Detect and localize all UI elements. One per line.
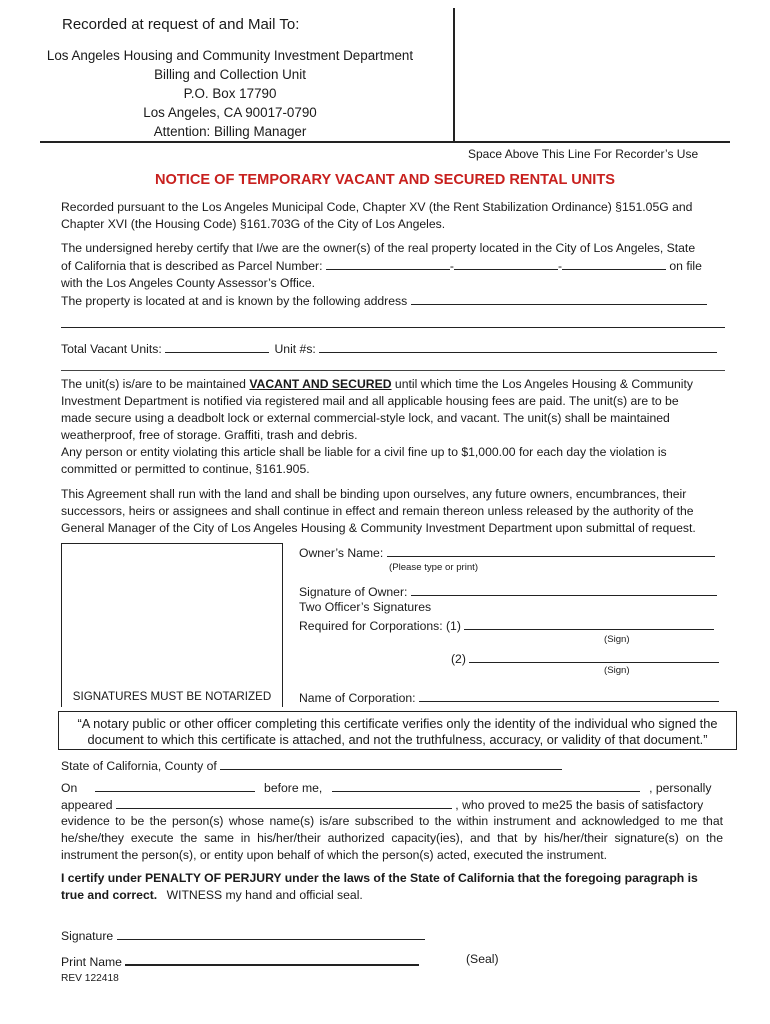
notary-seal-box xyxy=(61,543,283,707)
state-county-row xyxy=(61,757,562,773)
type-or-print-hint: (Please type or print) xyxy=(389,562,479,573)
officer-1-label: Required for Corporations: (1) xyxy=(299,619,461,633)
perjury-statement xyxy=(61,870,723,904)
corporation-label: Name of Corporation: xyxy=(299,691,416,705)
page-title: NOTICE OF TEMPORARY VACANT AND SECURED RENTAL UNITS xyxy=(155,172,615,188)
owner-signature-field[interactable] xyxy=(411,583,717,596)
officer-2-row xyxy=(451,650,719,666)
parcel-number-part-1[interactable] xyxy=(326,257,450,270)
parcel-dash: - xyxy=(449,259,454,273)
appeared-name-field[interactable] xyxy=(116,796,452,809)
officer-2-signature-field[interactable] xyxy=(469,650,719,663)
revision-label: REV 122418 xyxy=(61,973,119,984)
before-me-label: before me, xyxy=(264,781,323,795)
section-divider xyxy=(61,370,725,371)
on-label: On xyxy=(61,781,78,795)
agreement-line: This Agreement shall run with the land and shall be binding upon ourselves, any future owners, encumbrances, their xyxy=(61,487,687,501)
address-line: Billing and Collection Unit xyxy=(154,67,306,82)
on-file-label: on file xyxy=(669,259,702,273)
agreement-line: General Manager of the City of Los Angeles Housing & Community Investment Department upon submittal of request. xyxy=(61,521,696,535)
maintained-line: weatherproof, free of storage. Graffiti, trash and debris. xyxy=(61,428,358,442)
intro-line: Chapter XVI (the Housing Code) §161.703G of the City of Los Angeles. xyxy=(61,217,446,231)
print-name-field[interactable] xyxy=(125,952,419,966)
penalty-paragraph xyxy=(61,444,723,478)
owner-name-label: Owner’s Name: xyxy=(299,546,384,560)
officer-1-signature-field[interactable] xyxy=(464,617,714,630)
seal-label: (Seal) xyxy=(466,952,499,966)
signature-label: Signature xyxy=(61,929,114,943)
total-vacant-units-label: Total Vacant Units: xyxy=(61,342,162,356)
maintained-rest: until which time the Los Angeles Housing & Community xyxy=(394,377,693,391)
certify-paragraph xyxy=(61,240,723,310)
owner-name-row xyxy=(299,544,715,560)
notary-quote-line: document to which this certificate is attached, and not the truthfulness, accuracy, or validity of that document.” xyxy=(87,732,708,747)
sign-hint: (Sign) xyxy=(604,634,630,645)
corporation-name-field[interactable] xyxy=(419,689,719,702)
personally-label: , personally xyxy=(649,781,712,795)
owner-signature-label: Signature of Owner: xyxy=(299,585,408,599)
appeared-label: appeared xyxy=(61,798,113,812)
witness-text: WITNESS my hand and official seal. xyxy=(166,888,363,902)
property-address-field[interactable] xyxy=(411,292,707,305)
penalty-line: committed or permitted to continue, §161.905. xyxy=(61,462,310,476)
perjury-line: I certify under PENALTY OF PERJURY under the laws of the State of California that the foregoing paragraph is xyxy=(61,871,698,885)
recorder-line xyxy=(40,141,730,143)
owner-name-field[interactable] xyxy=(387,544,715,557)
acknowledgment-line: evidence to be the person(s) whose name(s) is/are subscribed to the within instrument and acknowledged to me that xyxy=(61,814,723,828)
vacant-secured-emphasis: VACANT AND SECURED xyxy=(249,377,392,391)
acknowledgment-line: he/she/they execute the same in his/her/their authorized capacity(ies), and that by his/her/their signature(s) on the xyxy=(61,831,723,845)
unit-numbers-field[interactable] xyxy=(319,340,717,353)
penalty-line: Any person or entity violating this article shall be liable for a civil fine up to $1,000.00 for each day the violation is xyxy=(61,445,667,459)
officers-label: Two Officer’s Signatures xyxy=(299,600,432,614)
parcel-number-part-3[interactable] xyxy=(562,257,666,270)
parcel-number-part-2[interactable] xyxy=(454,257,558,270)
acknowledgment-paragraph xyxy=(61,813,723,864)
address-line: Los Angeles Housing and Community Investment Department xyxy=(46,48,414,63)
parcel-label: of California that is described as Parcel Number: xyxy=(61,259,323,273)
notary-quote-line: “A notary public or other officer completing this certificate verifies only the identity of the individual who signed the xyxy=(77,716,718,731)
notary-name-field[interactable] xyxy=(332,779,640,792)
date-field[interactable] xyxy=(95,779,255,792)
officer-2-label: (2) xyxy=(451,652,466,666)
agreement-line: successors, heirs or assignees and shall continue in effect and remain thereon unless released by the authority of the xyxy=(61,504,694,518)
maintained-prefix: The unit(s) is/are to be maintained xyxy=(61,377,246,391)
sign-hint: (Sign) xyxy=(604,665,630,676)
acknowledgment-line: instrument the person(s), or entity upon behalf of which the person(s) acted, executed the instrument. xyxy=(61,848,608,862)
intro-line: Recorded pursuant to the Los Angeles Municipal Code, Chapter XV (the Rent Stabilization Ordinance) §151.05G and xyxy=(61,200,693,214)
maintained-line: made secure using a deadbolt lock or external commercial-style lock, and vacant. The unit(s) shall be maintained xyxy=(61,411,670,425)
mail-to-address xyxy=(30,46,430,141)
assessor-line: with the Los Angeles County Assessor’s Office. xyxy=(61,276,316,290)
parcel-line xyxy=(61,257,723,275)
print-name-label: Print Name xyxy=(61,955,122,969)
parcel-dash: - xyxy=(557,259,562,273)
print-name-row xyxy=(61,952,419,969)
signature-row xyxy=(61,927,425,943)
property-address-field-continued[interactable] xyxy=(61,327,725,328)
intro-paragraph xyxy=(61,199,723,233)
header-vertical-divider xyxy=(453,8,455,142)
maintained-line: Investment Department is notified via registered mail and all applicable housing fees are paid. The unit(s) are to be xyxy=(61,394,679,408)
unit-numbers-label: Unit #s: xyxy=(274,342,316,356)
notary-box-label: SIGNATURES MUST BE NOTARIZED xyxy=(72,690,272,703)
notary-signature-field[interactable] xyxy=(117,927,425,940)
maintained-paragraph xyxy=(61,376,723,444)
agreement-paragraph xyxy=(61,486,723,537)
state-county-label: State of California, County of xyxy=(61,759,217,773)
officer-1-row xyxy=(299,617,714,633)
proved-label: , who proved to me25 the basis of satisfactory xyxy=(455,798,704,812)
recorded-label: Recorded at request of and Mail To: xyxy=(62,16,300,33)
appeared-row xyxy=(61,796,723,812)
certify-line: The undersigned hereby certify that I/we are the owner(s) of the real property located in the City of Los Angeles, State xyxy=(61,241,696,255)
owner-signature-row xyxy=(299,583,717,599)
on-date-row xyxy=(61,779,723,795)
address-line: Attention: Billing Manager xyxy=(153,124,307,139)
address-line-row xyxy=(61,292,723,310)
recorder-note: Space Above This Line For Recorder’s Use xyxy=(468,147,699,161)
units-row xyxy=(61,340,731,358)
address-line: P.O. Box 17790 xyxy=(183,86,277,101)
corporation-row xyxy=(299,689,719,705)
county-field[interactable] xyxy=(220,757,562,770)
perjury-line: true and correct. xyxy=(61,888,158,902)
address-line: Los Angeles, CA 90017-0790 xyxy=(143,105,317,120)
notary-quote-box xyxy=(58,711,737,750)
property-address-label: The property is located at and is known by the following address xyxy=(61,294,408,308)
total-vacant-units-field[interactable] xyxy=(165,340,269,353)
